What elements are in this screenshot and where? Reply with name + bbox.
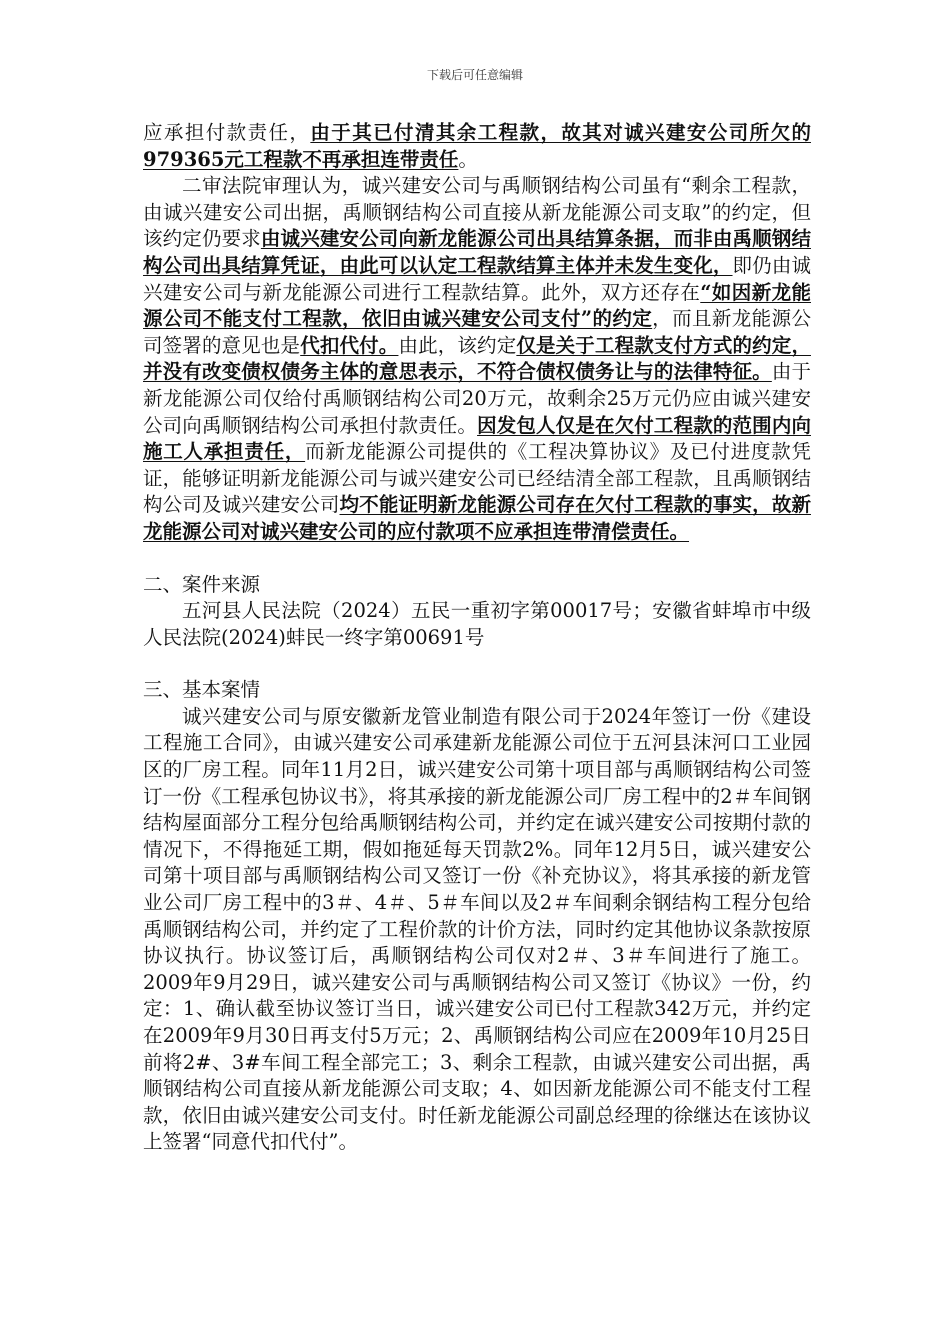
- text-run: 即仍由诚兴建安公司与新龙能源公司进行工程款结算。此外，双方还存在: [143, 253, 811, 304]
- text-run: 而新龙能源公司提供的《工程决算协议》及已付进度款凭证，能够证明新龙能源公司与诚兴建安公司已经结清全部工程款，且禹顺钢结构公司及诚兴建安公司: [143, 440, 811, 517]
- text-run: 应承担付款责任，: [143, 121, 311, 144]
- emphasized-text-run: 仅是关于工程款支付方式的约定，并没有改变债权债务主体的意思表示，不符合债权债务让与的法律特征。: [143, 333, 811, 384]
- emphasized-text-run: 由于其已付清其余工程款，故其对诚兴建安公司所欠的979365元工程款不再承担连带责任: [143, 121, 811, 171]
- emphasized-text-run: 由诚兴建安公司向新龙能源公司出具结算条据，而非由禹顺钢结构公司出具结算凭证，由此可以认定工程款结算主体并未发生变化，: [143, 227, 811, 277]
- emphasized-text-run: 均不能证明新龙能源公司存在欠付工程款的事实，故新龙能源公司对诚兴建安公司的应付款项不应承担连带清偿责任。: [143, 493, 811, 543]
- section-title-case-source: 二、案件来源: [143, 572, 261, 596]
- emphasized-text-run: “如因新龙能源公司不能支付工程款，依旧由诚兴建安公司支付”的约定: [143, 280, 811, 331]
- emphasized-text-run: 因发包人仅是在欠付工程款的范围内向施工人承担责任，: [143, 413, 811, 464]
- text-run: 二审法院审理认为，诚兴建安公司与禹顺钢结构公司虽有“剩余工程款，由诚兴建安公司出据，禹顺钢结构公司直接从新龙能源公司支取”的约定，但该约定仍要求: [143, 174, 811, 251]
- text-run: ，而且新龙能源公司签署的意见也是: [143, 307, 811, 357]
- text-run: 由此，该约定: [398, 333, 517, 357]
- paragraph-liability-conclusion: [143, 120, 811, 173]
- emphasized-text-run: 代扣代付。: [300, 333, 399, 357]
- section-body-basic-facts: 诚兴建安公司与原安徽新龙管业制造有限公司于2024年签订一份《建设工程施工合同》，由诚兴建安公司承建新龙能源公司位于五河县沫河口工业园区的厂房工程。同年11月2日，诚兴建安公司第十项目部与禹顺钢结构公司签订一份《工程承包协议书》，将其承接的新龙能源公司厂房工程中的2＃车间钢结构屋面部分工程分包给禹顺钢结构公司，并约定在诚兴建安公司按期付款的情况下，不得拖延工期，假如拖延每天罚款2%。同年12月5日，诚兴建安公司第十项目部与禹顺钢结构公司又签订一份《补充协议》，将其承接的新龙管业公司厂房工程中的3＃、4＃、5＃车间以及2＃车间剩余钢结构工程分包给禹顺钢结构公司，并约定了工程价款的计价方法，同时约定其他协议条款按原协议执行。协议签订后，禹顺钢结构公司仅对2＃、3＃车间进行了施工。2009年9月29日，诚兴建安公司与禹顺钢结构公司又签订《协议》一份，约定：1、确认截至协议签订当日，诚兴建安公司已付工程款342万元，并约定在2009年9月30日再支付5万元；2、禹顺钢结构公司应在2009年10月25日前将2#、3#车间工程全部完工；3、剩余工程款，由诚兴建安公司出据，禹顺钢结构公司直接从新龙能源公司支取；4、如因新龙能源公司不能支付工程款，依旧由诚兴建安公司支付。时任新龙能源公司副总经理的徐继达在该协议上签署“同意代扣代付”。: [143, 704, 811, 1154]
- text-run: 。: [458, 147, 478, 171]
- page-header: 下载后可任意编辑: [426, 68, 523, 82]
- section-body-case-source: 五河县人民法院（2024）五民一重初字第00017号；安徽省蚌埠市中级人民法院(2024)蚌民一终字第00691号: [143, 599, 811, 649]
- paragraph-second-instance-ruling: [143, 173, 811, 545]
- document-body: [143, 120, 811, 1156]
- text-run: 由于新龙能源公司仅给付禹顺钢结构公司20万元，故剩余25万元仍应由诚兴建安公司向禹顺钢结构公司承担付款责任。: [143, 360, 811, 437]
- section-title-basic-facts: 三、基本案情: [143, 678, 261, 702]
